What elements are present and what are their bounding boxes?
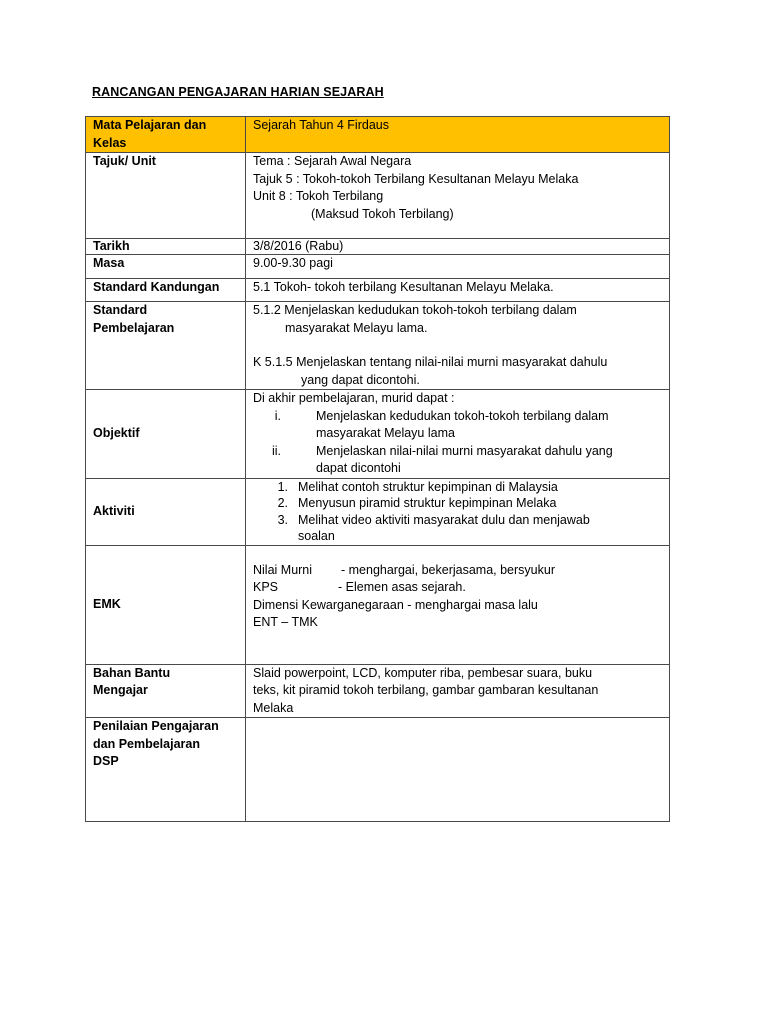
- list-number: 2.: [277, 496, 288, 510]
- masa-value: 9.00-9.30 pagi: [246, 255, 670, 279]
- list-text-cont: masyarakat Melayu lama: [316, 426, 455, 440]
- standard-pembelajaran-label-line1: Standard: [93, 303, 148, 317]
- list-text: Menyusun piramid struktur kepimpinan Melaka: [298, 496, 557, 510]
- objektif-label: Objektif: [86, 390, 246, 479]
- masa-label: Masa: [86, 255, 246, 279]
- list-item: [253, 408, 663, 426]
- emk-kps-val: - Elemen asas sejarah.: [338, 580, 466, 594]
- page-title: RANCANGAN PENGAJARAN HARIAN SEJARAH: [92, 85, 384, 99]
- tajuk-tajuk: Tajuk 5 : Tokoh-tokoh Terbilang Kesultanan Melayu Melaka: [253, 171, 579, 186]
- tajuk-value: [246, 153, 670, 239]
- table-row-emk: [86, 545, 670, 664]
- mata-pelajaran-value: Sejarah Tahun 4 Firdaus: [246, 117, 670, 153]
- list-text: Menjelaskan nilai-nilai murni masyarakat dahulu yang: [316, 443, 613, 458]
- table-row-masa: [86, 255, 670, 279]
- list-text: Menjelaskan kedudukan tokoh-tokoh terbilang dalam: [316, 408, 609, 423]
- bahan-line3: Melaka: [253, 700, 294, 715]
- aktiviti-label: Aktiviti: [86, 478, 246, 545]
- tarikh-label: Tarikh: [86, 239, 246, 255]
- aktiviti-value: [246, 478, 670, 545]
- list-text-cont: dapat dicontohi: [316, 461, 401, 475]
- table-row-tarikh: [86, 239, 670, 255]
- emk-nilai-val: - menghargai, bekerjasama, bersyukur: [341, 562, 555, 577]
- emk-nilai-murni: [253, 562, 663, 580]
- tajuk-unit: Unit 8 : Tokoh Terbilang: [253, 189, 384, 203]
- tajuk-maksud: (Maksud Tokoh Terbilang): [311, 206, 454, 221]
- tajuk-tema: Tema : Sejarah Awal Negara: [253, 154, 412, 168]
- penilaian-value: [246, 718, 670, 822]
- emk-dimensi: Dimensi Kewarganegaraan - menghargai masa lalu: [253, 597, 538, 612]
- list-number: 1.: [277, 479, 288, 494]
- bahan-label-line2: Mengajar: [93, 683, 148, 697]
- objektif-intro: Di akhir pembelajaran, murid dapat :: [253, 391, 455, 405]
- penilaian-label-line3: DSP: [93, 754, 119, 768]
- table-row-bahan: [86, 664, 670, 718]
- penilaian-label: [86, 718, 246, 822]
- table-row-mata-pelajaran: [86, 117, 670, 153]
- bahan-line2: teks, kit piramid tokoh terbilang, gambar gambaran kesultanan: [253, 683, 599, 697]
- list-text: Melihat contoh struktur kepimpinan di Malaysia: [298, 479, 558, 494]
- table-row-tajuk: [86, 153, 670, 239]
- list-number: i.: [274, 408, 281, 423]
- standard-pembelajaran-label: [86, 302, 246, 390]
- emk-label: EMK: [86, 545, 246, 664]
- standard-kandungan-label: Standard Kandungan: [86, 279, 246, 302]
- emk-kps-key: KPS: [253, 580, 279, 594]
- standard-pembelajaran-label-line2: Pembelajaran: [93, 320, 175, 335]
- sp-item2-line2: yang dapat dicontohi.: [301, 372, 420, 387]
- bahan-line1: Slaid powerpoint, LCD, komputer riba, pembesar suara, buku: [253, 665, 593, 680]
- sp-item2-line1: K 5.1.5 Menjelaskan tentang nilai-nilai murni masyarakat dahulu: [253, 355, 608, 369]
- list-number: ii.: [271, 443, 281, 458]
- list-item: [253, 495, 663, 512]
- table-row-penilaian: [86, 718, 670, 822]
- tarikh-value: 3/8/2016 (Rabu): [246, 239, 670, 255]
- penilaian-label-line1: Penilaian Pengajaran: [93, 719, 219, 733]
- mata-pelajaran-label: Mata Pelajaran dan Kelas: [86, 117, 246, 153]
- list-number: 3.: [277, 512, 288, 527]
- emk-nilai-key: Nilai Murni: [253, 562, 313, 577]
- emk-value: [246, 545, 670, 664]
- bahan-label-line1: Bahan Bantu: [93, 665, 171, 680]
- table-row-objektif: [86, 390, 670, 479]
- standard-pembelajaran-value: [246, 302, 670, 390]
- list-text-cont: soalan: [298, 529, 335, 543]
- penilaian-label-line2: dan Pembelajaran: [93, 736, 200, 751]
- table-row-standard-kandungan: [86, 279, 670, 302]
- table-row-standard-pembelajaran: [86, 302, 670, 390]
- table-row-aktiviti: [86, 478, 670, 545]
- list-text: Melihat video aktiviti masyarakat dulu dan menjawab: [298, 512, 590, 527]
- sp-item1-line1: 5.1.2 Menjelaskan kedudukan tokoh-tokoh terbilang dalam: [253, 303, 577, 317]
- bahan-label: [86, 664, 246, 718]
- sp-item1-line2: masyarakat Melayu lama.: [285, 320, 428, 335]
- objektif-value: [246, 390, 670, 479]
- standard-kandungan-value: 5.1 Tokoh- tokoh terbilang Kesultanan Melayu Melaka.: [246, 279, 670, 302]
- list-item: [253, 443, 663, 461]
- list-item: [253, 512, 663, 529]
- emk-kps: [253, 579, 663, 597]
- emk-ent: ENT – TMK: [253, 615, 318, 629]
- bahan-value: [246, 664, 670, 718]
- tajuk-label: Tajuk/ Unit: [86, 153, 246, 239]
- lesson-plan-table: [85, 116, 670, 822]
- list-item: [253, 479, 663, 496]
